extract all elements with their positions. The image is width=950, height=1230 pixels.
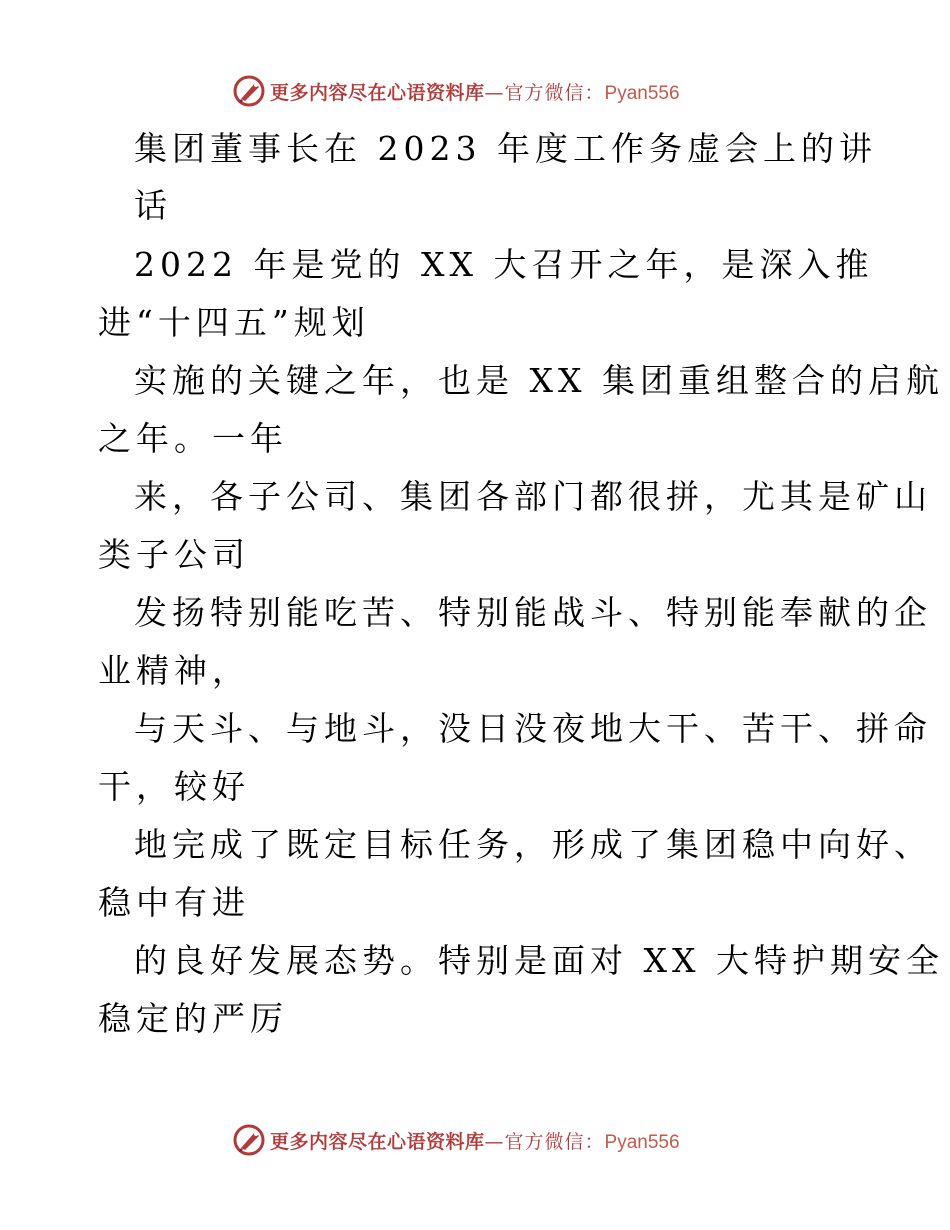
body-line: 稳定的严厉 bbox=[98, 999, 288, 1038]
title-line-2: 话 bbox=[134, 186, 172, 225]
body-line: 之年。一年 bbox=[98, 419, 288, 458]
body-line: 来，各子公司、集团各部门都很拼，尤其是矿山 bbox=[134, 477, 932, 516]
watermark-text: 更多内容尽在心语资料库 bbox=[270, 81, 485, 104]
body-line: 进“十四五”规划 bbox=[98, 303, 370, 342]
watermark-separator: —官方微信： bbox=[484, 81, 605, 104]
body-line: 稳中有进 bbox=[98, 883, 250, 922]
body-line: 干，较好 bbox=[98, 767, 250, 806]
body-line: 类子公司 bbox=[98, 535, 250, 574]
footer-watermark bbox=[232, 1123, 732, 1157]
watermark-wechat-id: Pyan556 bbox=[604, 1131, 680, 1153]
pen-logo-icon bbox=[232, 1123, 266, 1157]
title-line-1: 集团董事长在 2023 年度工作务虚会上的讲 bbox=[134, 129, 877, 168]
watermark-wechat-id: Pyan556 bbox=[604, 82, 680, 104]
body-line: 的良好发展态势。特别是面对 XX 大特护期安全 bbox=[134, 941, 944, 980]
body-line: 2022 年是党的 XX 大召开之年，是深入推 bbox=[134, 245, 874, 284]
pen-logo-icon bbox=[232, 74, 266, 108]
body-line: 实施的关键之年，也是 XX 集团重组整合的启航 bbox=[134, 361, 944, 400]
body-line: 业精神， bbox=[98, 651, 250, 690]
header-watermark bbox=[232, 74, 732, 108]
watermark-text: 更多内容尽在心语资料库 bbox=[270, 1130, 485, 1153]
body-line: 地完成了既定目标任务，形成了集团稳中向好、 bbox=[134, 825, 932, 864]
body-line: 与天斗、与地斗，没日没夜地大干、苦干、拼命 bbox=[134, 709, 932, 748]
body-line: 发扬特别能吃苦、特别能战斗、特别能奉献的企 bbox=[134, 593, 932, 632]
watermark-separator: —官方微信： bbox=[484, 1130, 605, 1153]
